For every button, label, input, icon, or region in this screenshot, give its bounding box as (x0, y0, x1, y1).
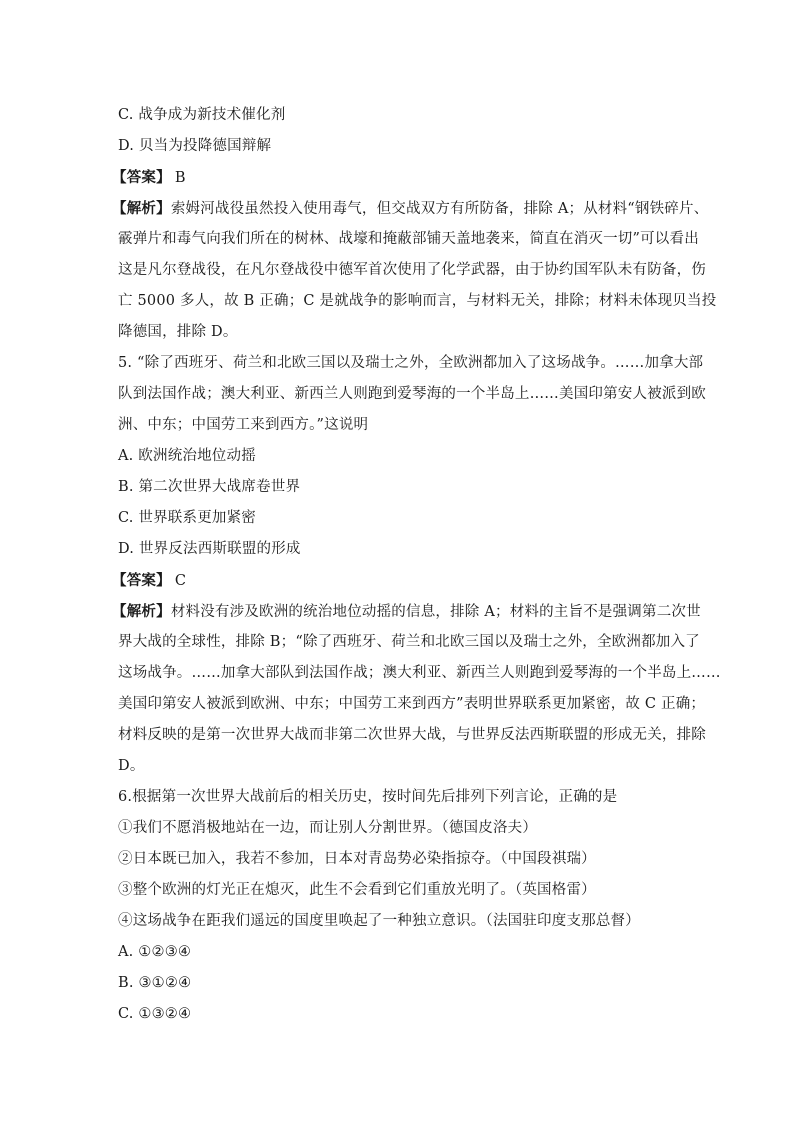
q5-analysis (112, 596, 721, 782)
q4-analysis-line: 这是凡尔登战役，在凡尔登战役中德军首次使用了化学武器，由于协约国军队未有防备，伤 (118, 262, 706, 278)
q5-answer: C (174, 573, 187, 589)
q4-option-c: C. 战争成为新技术催化剂 (118, 107, 286, 123)
q4-analysis-line: 【解析】索姆河战役虽然投入使用毒气，但交战双方有所防备，排除 A；从材料“钢铁碎片、 (112, 200, 709, 217)
q5-analysis-line: 美国印第安人被派到欧洲、中东；中国劳工来到西方”表明世界联系更加紧密，故 C 正确； (118, 696, 706, 712)
q6-statement-1: ①我们不愿消极地站在一边，而让别人分割世界。（德国皮洛夫） (118, 820, 538, 836)
q5-stem-line: 洲、中东；中国劳工来到西方。”这说明 (118, 417, 369, 433)
analysis-tag: 【解析】 (112, 603, 171, 620)
q5-analysis-line: 界大战的全球性，排除 B；“除了西班牙、荷兰和北欧三国以及瑞士之外，全欧洲都加入了 (118, 634, 700, 650)
q4-answer-line (112, 162, 678, 193)
q6-statement-3: ③整个欧洲的灯光正在熄灭，此生不会看到它们重放光明了。（英国格雷） (118, 882, 596, 898)
q5-analysis-line: 材料反映的是第一次世界大战而非第二次世界大战，与世界反法西斯联盟的形成无关，排除 (118, 727, 706, 743)
q6-option-c: C. ①③②④ (118, 1006, 192, 1022)
q4-option-d: D. 贝当为投降德国辩解 (118, 138, 272, 154)
q6-option-b: B. ③①②④ (118, 975, 192, 991)
document-page (112, 100, 721, 1030)
q5-option-c: C. 世界联系更加紧密 (118, 510, 256, 526)
q4-answer: B (174, 170, 186, 186)
q6-stem: 6.根据第一次世界大战前后的相关历史，按时间先后排列下列言论，正确的是 (118, 789, 618, 805)
q5-option-d: D. 世界反法西斯联盟的形成 (118, 541, 301, 557)
q5-stem-line: 5. “除了西班牙、荷兰和北欧三国以及瑞士之外，全欧洲都加入了这场战争。……加拿大部 (118, 355, 704, 371)
answer-tag: 【答案】 (112, 169, 171, 186)
q5-stem-line: 队到法国作战；澳大利亚、新西兰人则跑到爱琴海的一个半岛上……美国印第安人被派到欧 (118, 386, 706, 402)
q4-analysis-line: 亡 5000 多人，故 B 正确；C 是就战争的影响而言，与材料无关，排除；材料未体现贝当投 (118, 293, 717, 309)
answer-tag: 【答案】 (112, 572, 171, 589)
q5-analysis-line: 【解析】材料没有涉及欧洲的统治地位动摇的信息，排除 A；材料的主旨不是强调第二次世 (112, 603, 701, 620)
q6-statement-4: ④这场战争在距我们遥远的国度里唤起了一种独立意识。（法国驻印度支那总督） (118, 913, 640, 929)
q5-stem (118, 348, 706, 441)
q6-option-a: A. ①②③④ (118, 944, 192, 960)
q4-analysis-line: 霰弹片和毒气向我们所在的树林、战壕和掩蔽部铺天盖地袭来，简直在消灭一切”可以看出 (118, 231, 699, 247)
q6-statement-2: ②日本既已加入，我若不参加，日本对青岛势必染指掠夺。（中国段祺瑞） (118, 851, 596, 867)
q4-analysis (112, 193, 717, 348)
q5-analysis-line: D。 (118, 758, 145, 774)
q5-option-a: A. 欧洲统治地位动摇 (118, 448, 256, 464)
q4-analysis-line: 降德国，排除 D。 (118, 324, 238, 340)
q5-answer-line (112, 565, 678, 596)
q5-option-b: B. 第二次世界大战席卷世界 (118, 479, 301, 495)
q5-analysis-line: 这场战争。……加拿大部队到法国作战；澳大利亚、新西兰人则跑到爱琴海的一个半岛上…… (118, 665, 721, 681)
analysis-tag: 【解析】 (112, 200, 171, 217)
